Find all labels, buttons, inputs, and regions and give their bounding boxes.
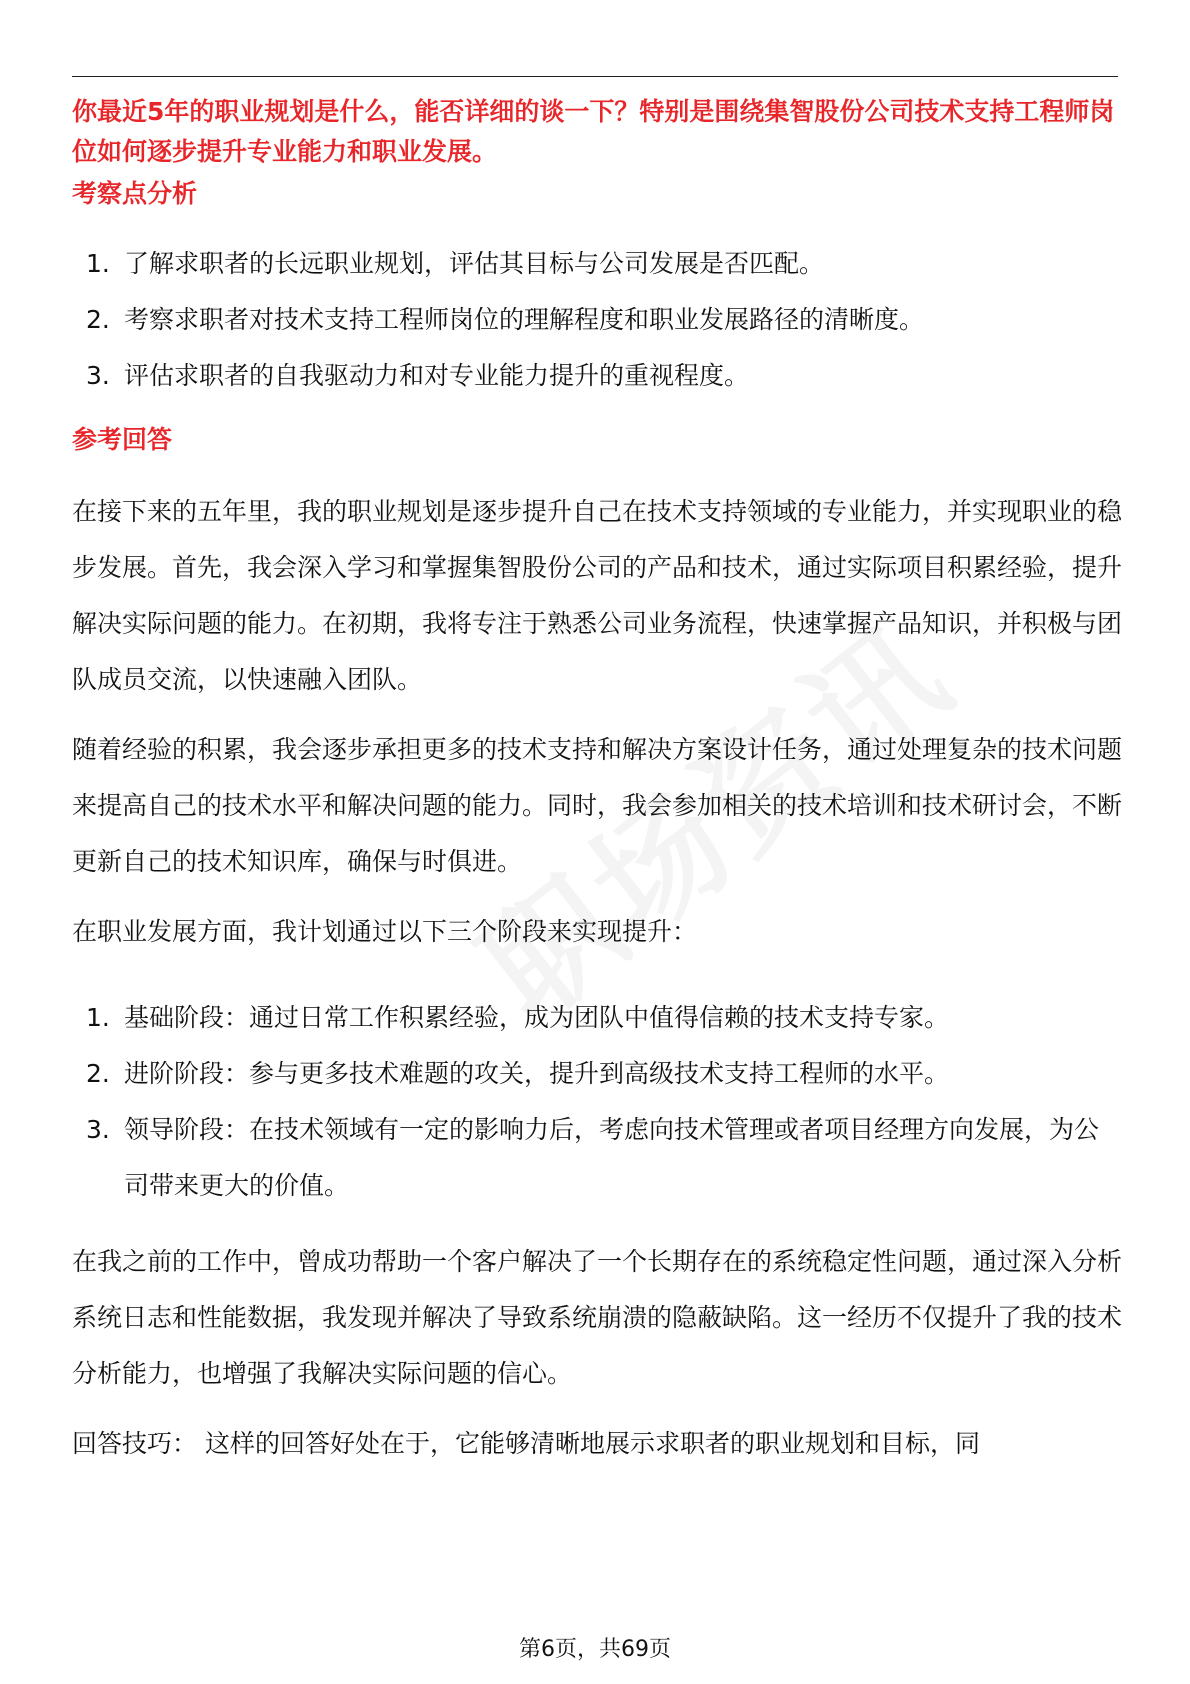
list-item [72,1046,1122,1102]
list-item [72,1102,1122,1214]
list-text: 进阶阶段：参与更多技术难题的攻关，提升到高级技术支持工程师的水平。 [124,1059,950,1088]
question-title: 你最近5年的职业规划是什么，能否详细的谈一下？特别是围绕集智股份公司技术支持工程师岗位如何逐步提升专业能力和职业发展。 [72,97,1115,166]
answer-tip: 回答技巧： 这样的回答好处在于，它能够清晰地展示求职者的职业规划和目标，同 [72,1429,980,1458]
list-text: 基础阶段：通过日常工作积累经验，成为团队中值得信赖的技术支持专家。 [124,1003,950,1032]
list-number: 2. [86,1059,110,1088]
list-item [72,990,1122,1046]
list-text: 了解求职者的长远职业规划，评估其目标与公司发展是否匹配。 [124,249,825,278]
list-text: 评估求职者的自我驱动力和对专业能力提升的重视程度。 [124,361,750,390]
list-number: 3. [86,361,110,390]
list-number: 3. [86,1115,110,1144]
analysis-heading: 考察点分析 [72,179,198,208]
answer-paragraph-2: 随着经验的积累，我会逐步承担更多的技术支持和解决方案设计任务，通过处理复杂的技术问题来提高自己的技术水平和解决问题的能力。同时，我会参加相关的技术培训和技术研讨会，不断更新自己的技术知识库，确保与时俱进。 [72,735,1123,876]
list-number: 2. [86,305,110,334]
page-number: 第6页，共69页 [519,1637,671,1662]
list-item [72,236,1122,292]
list-text: 领导阶段：在技术领域有一定的影响力后，考虑向技术管理或者项目经理方向发展，为公司带来更大的价值。 [124,1115,1100,1200]
answer-heading: 参考回答 [72,425,173,454]
list-number: 1. [86,1003,110,1032]
answer-paragraph-1: 在接下来的五年里，我的职业规划是逐步提升自己在技术支持领域的专业能力，并实现职业的稳步发展。首先，我会深入学习和掌握集智股份公司的产品和技术，通过实际项目积累经验，提升解决实际问题的能力。在初期，我将专注于熟悉公司业务流程，快速掌握产品知识，并积极与团队成员交流，以快速融入团队。 [72,497,1123,694]
stages-list [72,990,1122,1214]
answer-paragraph-4: 在我之前的工作中，曾成功帮助一个客户解决了一个长期存在的系统稳定性问题，通过深入分析系统日志和性能数据，我发现并解决了导致系统崩溃的隐蔽缺陷。这一经历不仅提升了我的技术分析能力，也增强了我解决实际问题的信心。 [72,1247,1123,1388]
list-number: 1. [86,249,110,278]
analysis-list [72,236,1122,404]
header-rule [72,76,1118,77]
list-text: 考察求职者对技术支持工程师岗位的理解程度和职业发展路径的清晰度。 [124,305,925,334]
list-item [72,292,1122,348]
answer-paragraph-3: 在职业发展方面，我计划通过以下三个阶段来实现提升： [72,917,698,946]
list-item [72,348,1122,404]
